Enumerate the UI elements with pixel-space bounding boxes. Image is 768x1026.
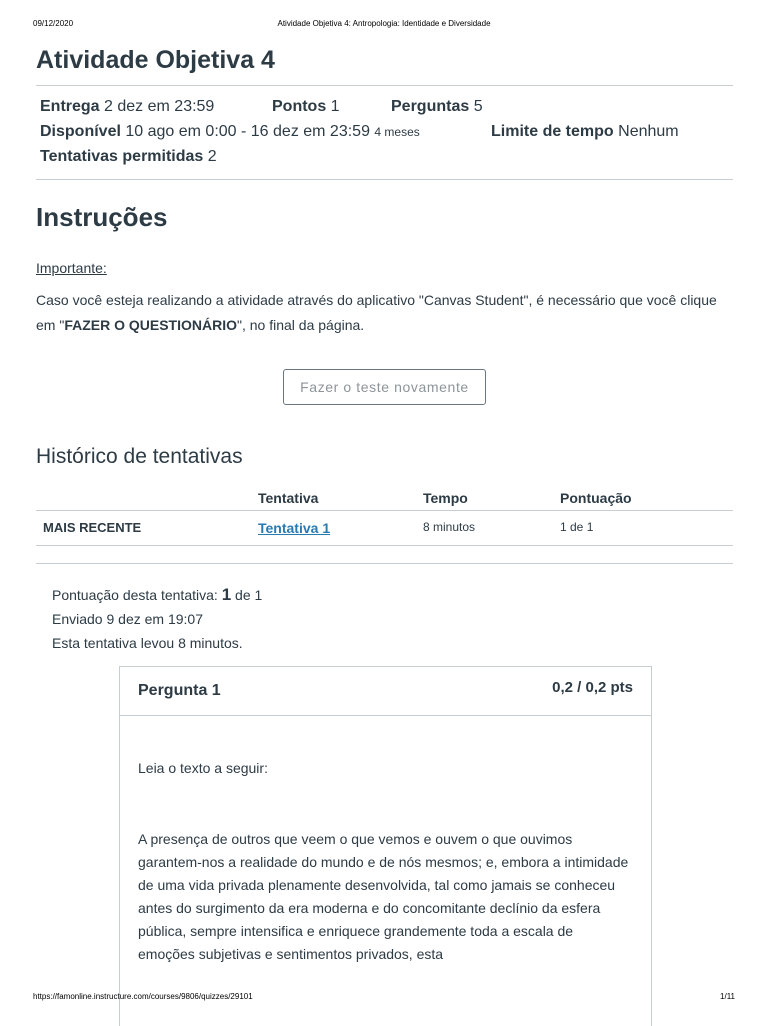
table-header — [36, 482, 733, 511]
attempts-allowed — [40, 144, 217, 169]
divider — [36, 179, 733, 180]
attempt-time: 8 minutos — [423, 520, 476, 534]
attempt-summary — [52, 583, 262, 655]
details-row-3 — [40, 144, 733, 169]
question-body — [138, 757, 633, 966]
question-header — [120, 667, 651, 716]
attempts-value: 2 — [207, 148, 217, 165]
questions-label: Perguntas — [391, 98, 470, 115]
attempt-link[interactable]: Tentativa 1 — [258, 520, 331, 536]
table-row — [36, 511, 733, 546]
score-prefix: Pontuação desta tentativa: — [52, 587, 222, 603]
available-duration: 4 meses — [374, 125, 420, 139]
details-row-2 — [40, 119, 733, 144]
column-header-attempt: Tentativa — [258, 490, 319, 506]
instructions-text-start: Caso você esteja realizando a atividade através do aplicativo "Canvas Student", é necessário que você clique em " — [36, 292, 717, 333]
column-header-time: Tempo — [423, 490, 468, 506]
question-intro: Leia o texto a seguir: — [138, 760, 268, 776]
available-value: 10 ago em 0:00 - 16 dez em 23:59 — [125, 123, 370, 140]
question-title: Pergunta 1 — [138, 682, 221, 699]
duration-line: Esta tentativa levou 8 minutos. — [52, 635, 243, 651]
print-url: https://famonline.instructure.com/courses/9806/quizzes/29101 — [33, 992, 253, 1001]
instructions-heading: Instruções — [36, 202, 168, 232]
time-limit-value: Nenhum — [618, 123, 679, 140]
important-label: Importante: — [36, 260, 107, 276]
question-points: 0,2 / 0,2 pts — [552, 679, 633, 696]
time-limit-label: Limite de tempo — [491, 123, 614, 140]
points-value: 1 — [330, 98, 340, 115]
due-label: Entrega — [40, 98, 100, 115]
questions-value: 5 — [473, 98, 483, 115]
history-heading: Histórico de tentativas — [36, 445, 243, 468]
time-limit — [491, 119, 679, 144]
instructions-text-end: ", no final da página. — [237, 317, 365, 333]
question-text: A presença de outros que veem o que vemos e ouvem o que ouvimos garantem-nos a realidade do mundo e de nós mesmos; e, embora a intimidade de uma vida privada plenamente desenvolvida, tal como jamais se conheceu antes do surgimento da era moderna e do concomitante declínio da esfera pública, sempre intensifica e enriquece grandemente toda a escala de emoções subjetivas e sentimentos privados, esta — [138, 831, 629, 962]
retake-quiz-button[interactable]: Fazer o teste novamente — [283, 369, 486, 405]
latest-label: MAIS RECENTE — [43, 520, 142, 535]
print-date: 09/12/2020 — [33, 19, 74, 28]
points-label: Pontos — [272, 98, 327, 115]
questions-count — [391, 94, 483, 119]
available-label: Disponível — [40, 123, 121, 140]
print-footer — [33, 992, 735, 1004]
instructions-text — [36, 288, 726, 338]
print-header — [33, 19, 735, 31]
column-header-score: Pontuação — [560, 490, 632, 506]
print-page-number: 1/11 — [720, 992, 735, 1001]
divider — [36, 85, 733, 86]
availability — [40, 119, 420, 145]
attempt-score-line — [52, 583, 262, 607]
due-value: 2 dez em 23:59 — [104, 98, 215, 115]
points — [272, 94, 340, 119]
score-suffix: de 1 — [231, 587, 263, 603]
page-title: Atividade Objetiva 4 — [36, 46, 275, 74]
score-value: 1 — [221, 585, 232, 604]
quiz-content — [36, 42, 733, 962]
divider — [36, 563, 733, 564]
details-row-1 — [40, 94, 733, 119]
print-document-title: Atividade Objetiva 4: Antropologia: Identidade e Diversidade — [277, 19, 491, 28]
due-date — [40, 94, 214, 119]
instructions-text-bold: FAZER O QUESTIONÁRIO — [64, 317, 237, 333]
quiz-details — [40, 94, 733, 169]
question-card — [119, 666, 652, 1026]
attempts-label: Tentativas permitidas — [40, 148, 204, 165]
attempt-score: 1 de 1 — [560, 520, 594, 534]
submitted-line: Enviado 9 dez em 19:07 — [52, 611, 203, 627]
attempt-history-table — [36, 482, 733, 546]
